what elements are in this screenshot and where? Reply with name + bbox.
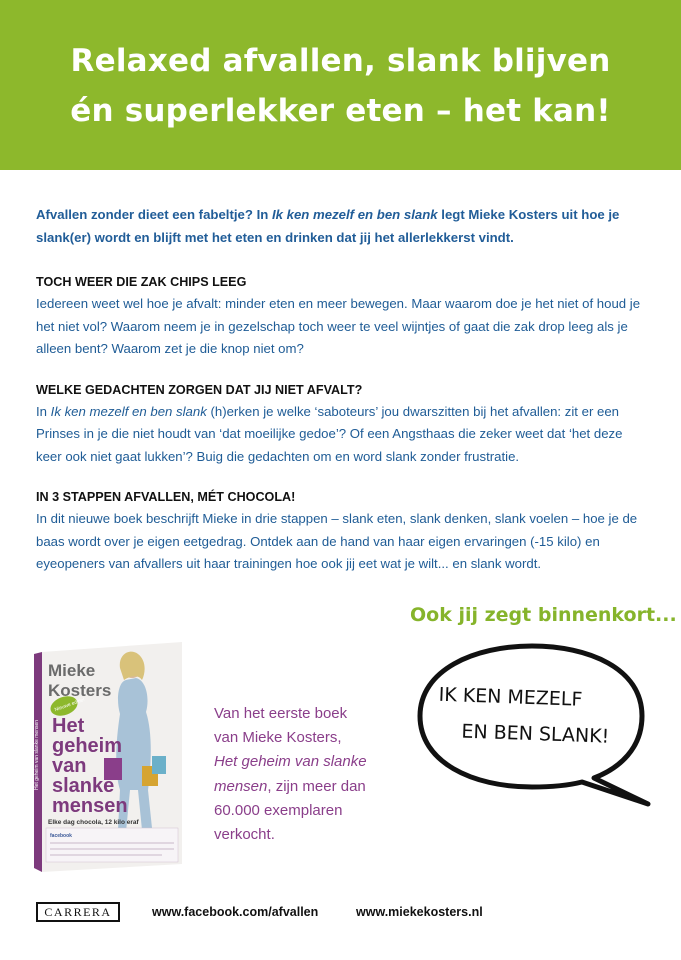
- shopping-bag-3: [152, 756, 166, 774]
- header-banner: [0, 0, 681, 170]
- section-chips: [36, 271, 648, 361]
- blurb-line: Van het eerste boek: [214, 705, 348, 722]
- blurb-book-title: mensen: [214, 777, 268, 795]
- intro-paragraph: [36, 204, 648, 249]
- book-blurb: [214, 702, 414, 847]
- section-text-body: (h)erken je welke ‘saboteurs’ jou dwarszitten bij het afvallen: zit er een Prinses in je die niet houdt van ‘dat moeilijke gedoe’? Of een Angsthaas die zeker weet dat ‘het deze keer ook niet gaat lukken’? Buig die gedachten om en word slank zonder frustratie.: [36, 403, 623, 464]
- website-link[interactable]: www.miekekosters.nl: [356, 905, 483, 919]
- section-heading: TOCH WEER DIE ZAK CHIPS LEEG: [36, 275, 247, 289]
- cover-author-first: Mieke: [48, 661, 96, 680]
- speech-bubble: [412, 636, 652, 808]
- title-line-1: Relaxed afvallen, slank blijven: [70, 43, 611, 79]
- cover-title-3: van: [52, 755, 87, 777]
- section-text: [36, 401, 648, 469]
- main-content: [36, 204, 648, 594]
- cover-author-last: Kosters: [48, 681, 112, 700]
- section-book-title: Ik ken mezelf en ben slank: [50, 403, 207, 419]
- section-stappen: [36, 486, 648, 576]
- publisher-logo: CARRERA: [36, 902, 120, 922]
- page-title: [0, 36, 681, 136]
- blurb-line: 60.000 exemplaren: [214, 801, 343, 819]
- cover-subtitle: Elke dag chocola, 12 kilo eraf: [48, 819, 139, 826]
- intro-text-2: legt Mieke Kosters uit hoe je slank(er) wordt en blijft met het eten en drinken dat jij het allerlekkerst vindt.: [36, 207, 620, 245]
- book-cover: [34, 640, 182, 872]
- section-text: In dit nieuwe boek beschrijft Mieke in drie stappen – slank eten, slank denken, slank voelen – hoe je de baas wordt over je eigen eetgedrag. Ontdek aan de hand van haar eigen ervaringen (-15 kilo) en eyeopeners van afvallers uit haar trainingen hoe ook jij eet wat je wilt... en slank wordt.: [36, 511, 638, 571]
- blurb-line: , zijn meer dan: [267, 777, 366, 795]
- cover-facebook-tag: facebook: [50, 833, 72, 839]
- section-heading: IN 3 STAPPEN AFVALLEN, MÉT CHOCOLA!: [36, 490, 296, 504]
- section-heading: WELKE GEDACHTEN ZORGEN DAT JIJ NIET AFVALT?: [36, 382, 363, 397]
- intro-text-1: Afvallen zonder dieet een fabeltje? In: [36, 207, 272, 222]
- cover-title-2: geheim: [52, 735, 123, 757]
- bubble-line-1: IK KEN MEZELF: [438, 683, 583, 711]
- callout-text: Ook jij zegt binnenkort...: [410, 604, 677, 626]
- facebook-link[interactable]: www.facebook.com/afvallen: [152, 905, 319, 919]
- title-line-2: én superlekker eten – het kan!: [70, 93, 611, 129]
- blurb-line: van Mieke Kosters,: [214, 729, 342, 747]
- section-text: Iedereen weet wel hoe je afvalt: minder eten en meer bewegen. Maar waarom doe je het niet of houd je het niet vol? Waarom neem je in gezelschap toch weer te veel wijntjes of gaat die zak drop leeg als je alleen bent? Waarom zet je die knop niet om?: [36, 296, 641, 356]
- bubble-line-2: EN BEN SLANK!: [461, 720, 610, 748]
- blurb-line: verkocht.: [214, 826, 275, 844]
- cover-badge-text: Nieuwe editie!: [53, 696, 86, 714]
- intro-book-title: Ik ken mezelf en ben slank: [271, 207, 438, 222]
- section-text-pre: In: [36, 403, 51, 419]
- blurb-book-title: Het geheim van slanke: [214, 753, 367, 771]
- spine-title: Het geheim van slanke mensen: [34, 719, 40, 790]
- cover-title-1: Het: [52, 715, 85, 737]
- section-gedachten: [36, 379, 648, 469]
- cover-title-5: mensen: [52, 795, 128, 817]
- cover-title-4: slanke: [52, 775, 115, 797]
